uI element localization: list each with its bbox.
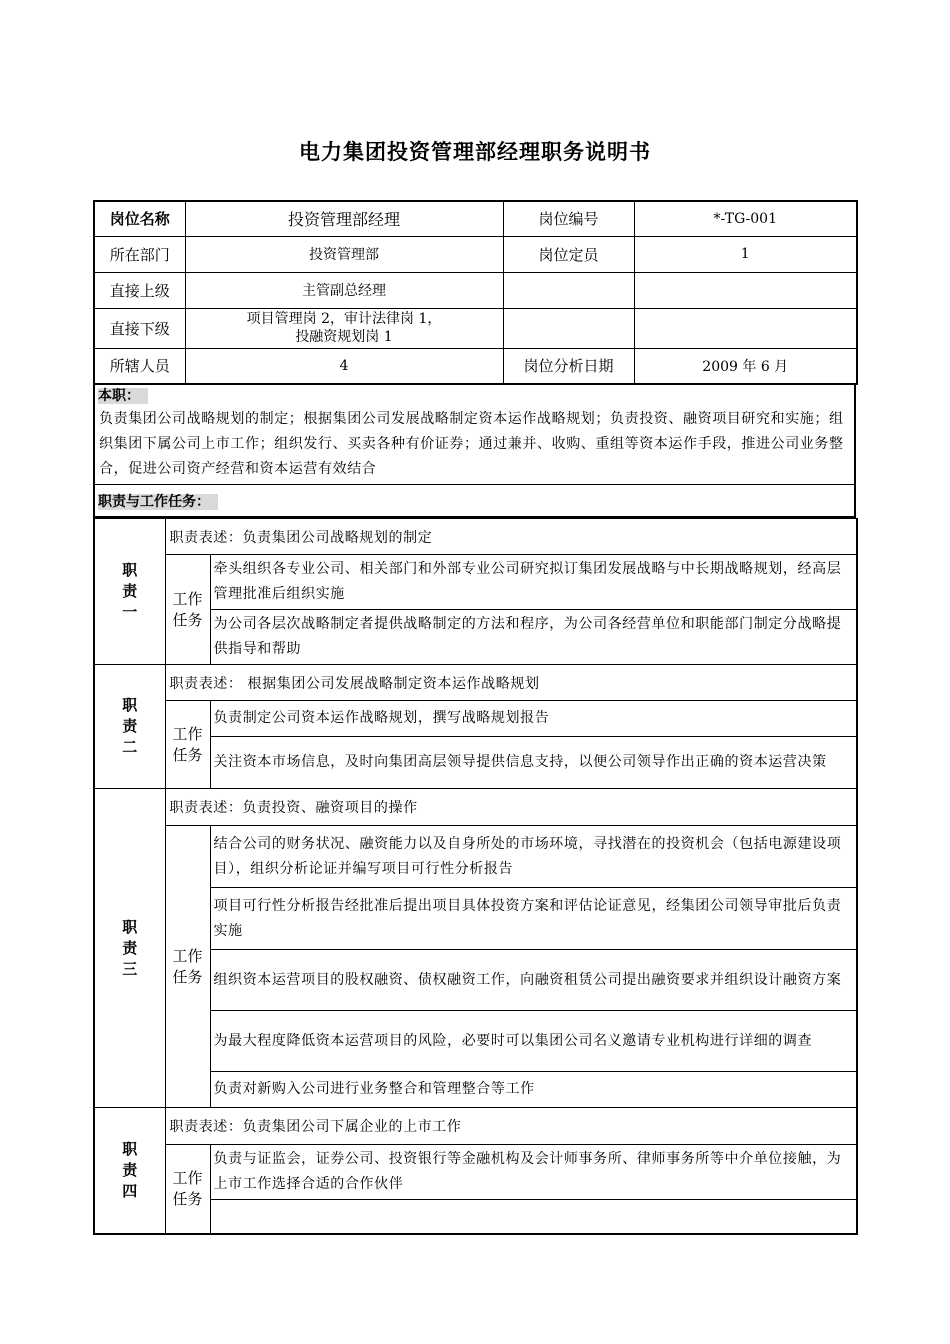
- duty-4-statement: 职责表述：负责集团公司下属企业的上市工作: [165, 1108, 857, 1145]
- duty-2-statement: 职责表述： 根据集团公司发展战略制定资本运作战略规划: [165, 665, 857, 701]
- analysis-date-value: 2009 年 6 月: [634, 348, 857, 384]
- headcount-label: 岗位定员: [503, 236, 634, 272]
- duty-3-task-4: 为最大程度降低资本运营项目的风险，必要时可以集团公司名义邀请专业机构进行详细的调查: [210, 1011, 857, 1072]
- page-title: 电力集团投资管理部经理职务说明书: [299, 140, 651, 164]
- analysis-date-label: 岗位分析日期: [503, 348, 634, 384]
- summary-header: 本职：: [94, 385, 855, 405]
- job-description-form: [93, 200, 856, 1235]
- duty-1-task-2: 为公司各层次战略制定者提供战略制定的方法和程序，为公司各经营单位和职能部门制定分战略提供指导和帮助: [210, 610, 857, 665]
- subordinate-label: 直接下级: [94, 308, 185, 348]
- subordinate-value: [185, 308, 503, 348]
- duty-3-task-2: 项目可行性分析报告经批准后提出项目具体投资方案和评估论证意见，经集团公司领导审批后负责实施: [210, 888, 857, 950]
- empty-cell: [503, 308, 634, 348]
- summary-table: [93, 385, 856, 518]
- summary-text: 负责集团公司战略规划的制定；根据集团公司发展战略制定资本运作战略规划；负责投资、融资项目研究和实施；组织集团下属公司上市工作；组织发行、买卖各种有价证券；通过兼并、收购、重组等资本运作手段，推进公司业务整合，促进公司资产经营和资本运营有效结合: [94, 405, 855, 485]
- duty-3-task-5: 负责对新购入公司进行业务整合和管理整合等工作: [210, 1072, 857, 1108]
- duty-4-task-2: [210, 1200, 857, 1234]
- subordinate-line-1: 项目管理岗 2，审计法律岗 1，: [246, 311, 442, 327]
- position-code-value: *-TG-001: [634, 201, 857, 236]
- duty-1-label: 职 责 一: [94, 519, 165, 665]
- headcount-value: 1: [634, 236, 857, 272]
- duty-2-task-2: 关注资本市场信息，及时向集团高层领导提供信息支持，以便公司领导作出正确的资本运营决策: [210, 737, 857, 789]
- subordinate-line-2: 投融资规划岗 1: [295, 329, 393, 345]
- duty-2-label: 职 责 二: [94, 665, 165, 789]
- duty-4-label: 职 责 四: [94, 1108, 165, 1234]
- members-value: 4: [185, 348, 503, 384]
- superior-label: 直接上级: [94, 272, 185, 308]
- duty-3-task-label: 工作 任务: [165, 826, 210, 1108]
- duty-2-task-label: 工作 任务: [165, 701, 210, 789]
- info-table: [93, 200, 858, 385]
- empty-cell: [503, 272, 634, 308]
- duty-1-statement: 职责表述：负责集团公司战略规划的制定: [165, 519, 857, 555]
- members-label: 所辖人员: [94, 348, 185, 384]
- position-name-value: 投资管理部经理: [185, 201, 503, 236]
- duty-2-task-1: 负责制定公司资本运作战略规划，撰写战略规划报告: [210, 701, 857, 737]
- duty-1-task-label: 工作 任务: [165, 555, 210, 665]
- duties-table: [93, 518, 858, 1235]
- duties-header: 职责与工作任务：: [94, 485, 855, 518]
- duty-4-task-1: 负责与证监会，证券公司、投资银行等金融机构及会计师事务所、律师事务所等中介单位接触，为上市工作选择合适的合作伙伴: [210, 1145, 857, 1200]
- duty-3-task-1: 结合公司的财务状况、融资能力以及自身所处的市场环境，寻找潜在的投资机会（包括电源建设项目），组织分析论证并编写项目可行性分析报告: [210, 826, 857, 888]
- position-code-label: 岗位编号: [503, 201, 634, 236]
- duty-3-label: 职 责 三: [94, 789, 165, 1108]
- department-label: 所在部门: [94, 236, 185, 272]
- department-value: 投资管理部: [185, 236, 503, 272]
- position-name-label: 岗位名称: [94, 201, 185, 236]
- superior-value: 主管副总经理: [185, 272, 503, 308]
- duty-1-task-1: 牵头组织各专业公司、相关部门和外部专业公司研究拟订集团发展战略与中长期战略规划，经高层管理批准后组织实施: [210, 555, 857, 610]
- duty-4-task-label: 工作 任务: [165, 1145, 210, 1234]
- duty-3-statement: 职责表述：负责投资、融资项目的操作: [165, 789, 857, 826]
- empty-cell: [634, 272, 857, 308]
- empty-cell: [634, 308, 857, 348]
- duty-3-task-3: 组织资本运营项目的股权融资、债权融资工作，向融资租赁公司提出融资要求并组织设计融资方案: [210, 950, 857, 1011]
